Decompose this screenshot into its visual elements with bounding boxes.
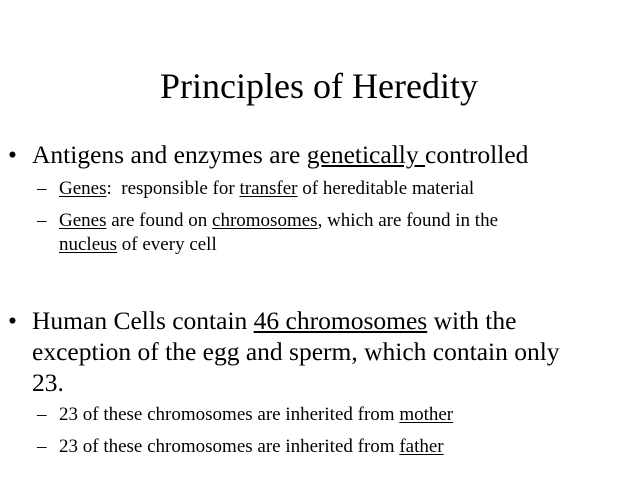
dash-marker: –: [37, 210, 47, 231]
sub-bullet-text: , which are found in the: [317, 210, 499, 231]
dash-marker: –: [37, 404, 47, 425]
dash-marker: –: [37, 436, 47, 457]
bullet-human-cells-line2: exception of the egg and sperm, which contain only: [32, 337, 560, 366]
sub-bullet-text: of every cell: [117, 234, 217, 255]
sub-bullet-text: 23 of these chromosomes are inherited from: [59, 404, 400, 425]
sub-bullet-text: are found on: [106, 210, 213, 231]
underlined-genes: Genes: [59, 210, 107, 231]
bullet-text: Antigens and enzymes are: [32, 140, 307, 169]
underlined-46-chromosomes: 46 chromosomes: [253, 306, 428, 335]
sub-bullet-genes-chromosomes: [37, 209, 498, 233]
bullet-human-cells: [8, 306, 516, 335]
bullet-marker: •: [8, 306, 17, 335]
underlined-genetically: genetically: [306, 140, 425, 169]
sub-bullet-genes-transfer: [37, 177, 474, 201]
underlined-mother: mother: [399, 404, 454, 425]
underlined-transfer: transfer: [239, 178, 298, 199]
underlined-father: father: [399, 436, 444, 457]
bullet-text: Human Cells contain: [32, 306, 254, 335]
sub-bullet-text: of hereditable material: [297, 178, 475, 199]
bullet-antigens-enzymes: [8, 140, 528, 169]
sub-bullet-inherited-father: [37, 435, 444, 459]
sub-bullet-text: : responsible for: [106, 178, 240, 199]
slide-title: Principles of Heredity: [160, 66, 478, 106]
bullet-marker: •: [8, 140, 17, 169]
sub-bullet-inherited-mother: [37, 403, 453, 427]
sub-bullet-genes-chromosomes-cont: [59, 233, 217, 257]
underlined-nucleus: nucleus: [59, 234, 118, 255]
bullet-human-cells-line3: 23.: [32, 368, 64, 397]
bullet-text: with the: [427, 306, 517, 335]
dash-marker: –: [37, 178, 47, 199]
underlined-chromosomes: chromosomes: [212, 210, 318, 231]
underlined-genes: Genes: [59, 178, 107, 199]
bullet-text: controlled: [425, 140, 529, 169]
sub-bullet-text: 23 of these chromosomes are inherited from: [59, 436, 400, 457]
